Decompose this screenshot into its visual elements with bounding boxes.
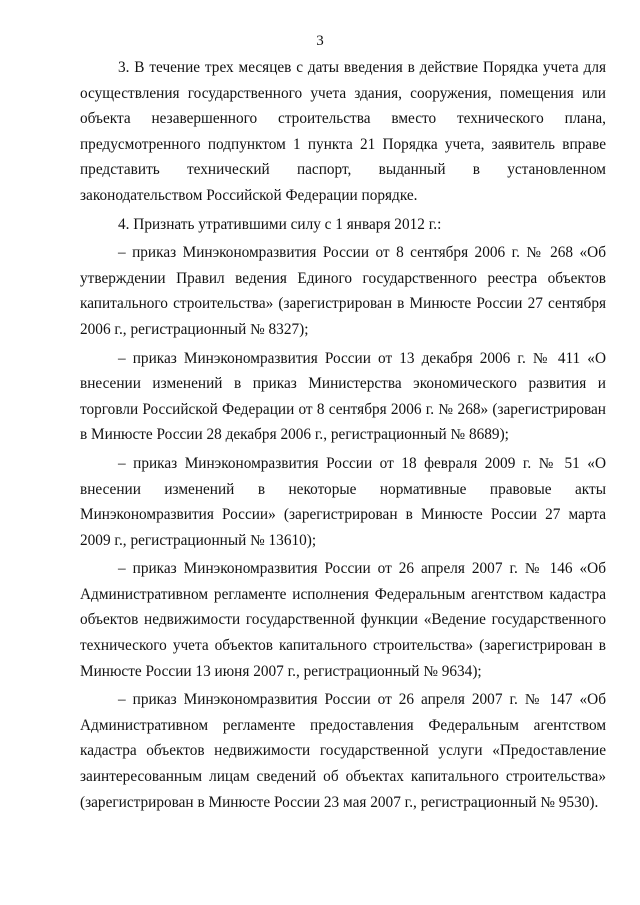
document-body [80, 55, 606, 815]
repealed-order-146: – приказ Минэкономразвития России от 26 апреля 2007 г. № 146 «Об Административном регламенте исполнения Федеральным агентством кадастра объектов недвижимости государственной функции «Ведение государственного технического учета объектов капитального строительства» (зарегистрирован в Минюсте России 13 июня 2007 г., регистрационный № 9634); [80, 560, 606, 680]
paragraph-item-4: 4. Признать утратившими силу с 1 января 2012 г.: [118, 215, 442, 233]
paragraph-item-3: 3. В течение трех месяцев с даты введения в действие Порядка учета для осуществления государственного учета здания, сооружения, помещения или объекта незавершенного строительства вместо технического плана, предусмотренного подпунктом 1 пункта 21 Порядка учета, заявитель вправе представить технический паспорт, выданный в установленном законодательством Российской Федерации порядке. [80, 59, 606, 204]
repealed-order-51: – приказ Минэкономразвития России от 18 февраля 2009 г. № 51 «О внесении изменений в некоторые нормативные правовые акты Минэкономразвития России» (зарегистрирован в Минюсте России 27 марта 2009 г., регистрационный № 13610); [80, 454, 606, 549]
repealed-order-268: – приказ Минэкономразвития России от 8 сентября 2006 г. № 268 «Об утверждении Правил ведения Единого государственного реестра объектов капитального строительства» (зарегистрирован в Минюсте России 27 сентября 2006 г., регистрационный № 8327); [80, 244, 606, 338]
repealed-order-411: – приказ Минэкономразвития России от 13 декабря 2006 г. № 411 «О внесении изменений в приказ Министерства экономического развития и торговли Российской Федерации от 8 сентября 2006 г. № 268» (зарегистрирован в Минюсте России 28 декабря 2006 г., регистрационный № 8689); [80, 349, 606, 444]
page-number: 3 [316, 33, 324, 49]
repealed-order-147: – приказ Минэкономразвития России от 26 апреля 2007 г. № 147 «Об Административном регламенте предоставления Федеральным агентством кадастра объектов недвижимости государственной услуги «Предоставление заинтересованным лицам сведений об объектах капитального строительства» (зарегистрирован в Минюсте России 23 мая 2007 г., регистрационный № 9530). [80, 691, 606, 811]
